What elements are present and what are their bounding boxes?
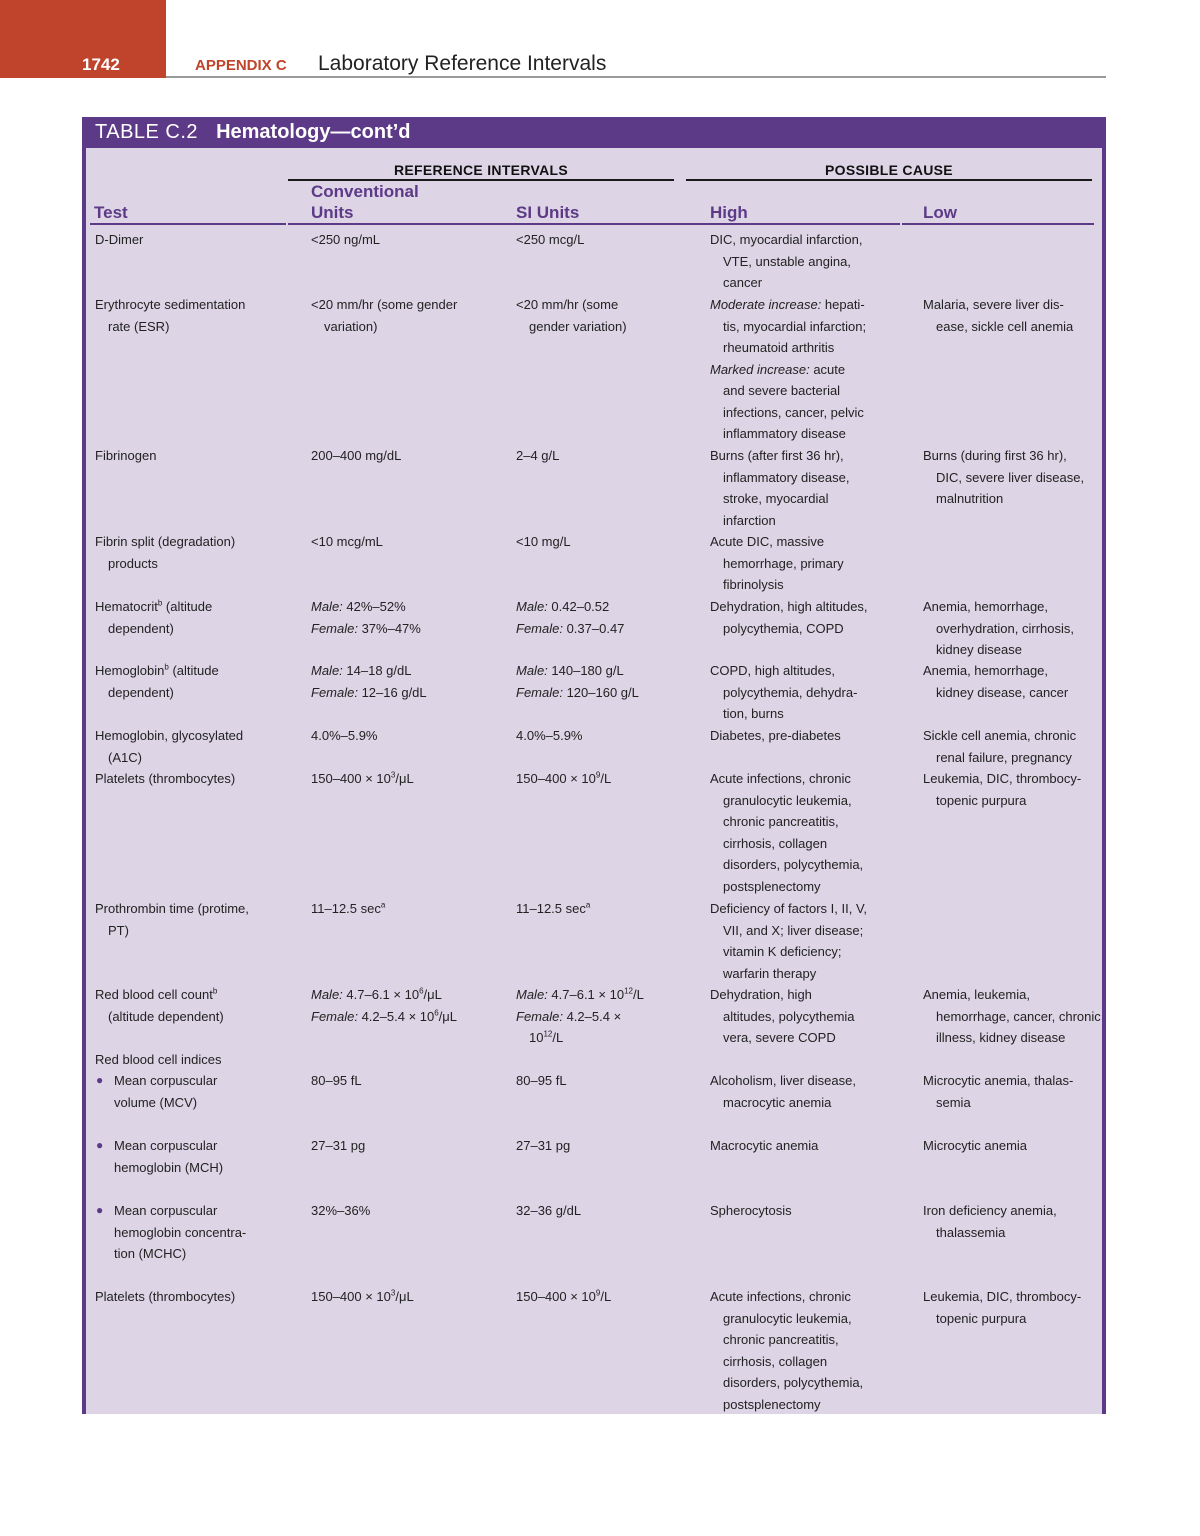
cell-platelets2-si: $150-400 \times 10^9/L$ — [516, 1288, 612, 1304]
cell-mcv-si: 80–95 fL — [516, 1073, 567, 1088]
cell-hemoglobin-si: Male: 140–180 g/L Female: 120–160 g/L — [516, 663, 639, 700]
cell-mchc-low: Iron deficiency anemia, thalassemia — [923, 1203, 1057, 1240]
bullet-icon: ● — [96, 1138, 104, 1152]
bullet-icon: ● — [96, 1073, 104, 1087]
cell-hematocrit-low: Anemia, hemorrhage, overhydration, cirrhosis, kidney disease — [923, 599, 1074, 657]
cell-hemoglobin-low: Anemia, hemorrhage, kidney disease, cancer — [923, 663, 1069, 700]
cell-fibrinogen-si: 2–4 g/L — [516, 448, 560, 463]
cell-indices-label: Red blood cell indices — [95, 1052, 222, 1067]
cell-hematocrit-conv: Male: 42%–52% Female: 37%–47% — [311, 599, 421, 636]
cell-mchc-si: 32–36 g/dL — [516, 1203, 582, 1218]
col-header-high: High — [710, 203, 748, 222]
col-rule-test — [90, 223, 286, 225]
cell-hematocrit-si: Male: 0.42–0.52 Female: 0.37–0.47 — [516, 599, 625, 636]
table-title — [95, 121, 411, 144]
cell-hematocrit-test: Hematocrit$^b$ (altitude dependent) — [95, 598, 213, 636]
cell-platelets2-low: Leukemia, DIC, thrombocy- topenic purpura — [923, 1289, 1082, 1326]
cell-ddimer-conv: <250 ng/mL — [311, 232, 381, 247]
cell-pt-high: Deficiency of factors I, II, V, VII, and X; liver disease; vitamin K deficiency; warfarin therapy — [710, 901, 868, 981]
cell-mchc-test: ● Mean corpuscular hemoglobin concentra- tion (MCHC) — [114, 1200, 246, 1265]
cell-esr-test: Erythrocyte sedimentation rate (ESR) — [95, 297, 246, 334]
bullet-icon: ● — [96, 1203, 104, 1217]
cell-fsp-high: Acute DIC, massive hemorrhage, primary fibrinolysis — [710, 534, 844, 592]
cell-platelets1-test: Platelets (thrombocytes) — [95, 771, 236, 786]
cell-a1c-si: 4.0%–5.9% — [516, 728, 583, 743]
cell-fsp-conv: <10 mcg/mL — [311, 534, 383, 549]
cell-fsp-test: Fibrin split (degradation) products — [95, 534, 236, 571]
cell-platelets1-high: Acute infections, chronic granulocytic leukemia, chronic pancreatitis, cirrhosis, collagen disorders, polycythemia, postsplenectomy — [710, 771, 864, 894]
col-header-conventional: Conventional Units — [311, 182, 419, 222]
running-title: Laboratory Reference Intervals — [318, 52, 607, 75]
cell-ddimer-si: <250 mcg/L — [516, 232, 585, 247]
cell-esr-si: <20 mm/hr (some gender variation) — [516, 297, 627, 334]
cell-pt-si: 11–12.5 $\sec^a$ — [516, 900, 591, 916]
cell-pt-conv: 11–12.5 $\sec^a$ — [311, 900, 386, 916]
cell-platelets1-conv: $150-400 \times 10^3/\mu L$ — [311, 770, 414, 786]
cell-mch-si: 27–31 pg — [516, 1138, 571, 1153]
cell-mcv-conv: 80–95 fL — [311, 1073, 362, 1088]
page-number: 1742 — [82, 55, 120, 74]
cell-rbc-si: Male: $4.7-6.1 \times 10^{12}/L$ Female: 4.2–5.4 × $10^{12}/L$ — [516, 986, 644, 1045]
cell-mch-conv: 27–31 pg — [311, 1138, 366, 1153]
cell-hemoglobin-test: Hemoglobin$^b$ (altitude dependent) — [95, 662, 219, 700]
cell-platelets2-test: Platelets (thrombocytes) — [95, 1289, 236, 1304]
cell-hemoglobin-conv: Male: 14–18 g/dL Female: 12–16 g/dL — [311, 663, 427, 700]
col-header-test: Test — [94, 203, 128, 222]
cell-rbc-test: Red blood cell count$^b$ (altitude dependent) — [95, 986, 224, 1024]
col-header-si: SI Units — [516, 203, 580, 222]
col-header-low: Low — [923, 203, 957, 222]
group-rule-cause — [686, 179, 1092, 181]
cell-fibrinogen-test: Fibrinogen — [95, 448, 157, 463]
cell-ddimer-high: DIC, myocardial infarction, VTE, unstable angina, cancer — [710, 232, 863, 290]
cell-mcv-low: Microcytic anemia, thalas- semia — [923, 1073, 1074, 1110]
cell-fibrinogen-high: Burns (after first 36 hr), inflammatory disease, stroke, myocardial infarction — [710, 448, 850, 528]
col-rule-middle — [288, 223, 900, 225]
cell-mch-test: ● Mean corpuscular hemoglobin (MCH) — [114, 1135, 223, 1178]
appendix-label: APPENDIX C — [195, 57, 287, 74]
cell-esr-high: Moderate increase: hepati- tis, myocardial infarction; rheumatoid arthritis Marked increase: acute and severe bacterial infections, cancer, pelvic inflammatory disease — [710, 297, 867, 441]
cell-a1c-high: Diabetes, pre-diabetes — [710, 728, 841, 743]
cell-hemoglobin-high: COPD, high altitudes, polycythemia, dehydra- tion, burns — [710, 663, 858, 721]
cell-hematocrit-high: Dehydration, high altitudes, polycythemia, COPD — [710, 599, 868, 636]
cell-rbc-low: Anemia, leukemia, hemorrhage, cancer, chronic illness, kidney disease — [923, 987, 1101, 1045]
cell-esr-conv: <20 mm/hr (some gender variation) — [311, 297, 458, 334]
cell-mcv-high: Alcoholism, liver disease, macrocytic anemia — [710, 1073, 856, 1110]
cell-esr-low: Malaria, severe liver dis- ease, sickle cell anemia — [923, 297, 1074, 334]
cell-fsp-si: <10 mg/L — [516, 534, 571, 549]
cell-platelets2-conv: $150-400 \times 10^3/\mu L$ — [311, 1288, 414, 1304]
cell-a1c-conv: 4.0%–5.9% — [311, 728, 378, 743]
cell-mch-high: Macrocytic anemia — [710, 1138, 819, 1153]
cell-rbc-high: Dehydration, high altitudes, polycythemia vera, severe COPD — [710, 987, 855, 1045]
cell-mch-low: Microcytic anemia — [923, 1138, 1028, 1153]
cell-pt-test: Prothrombin time (protime, PT) — [95, 901, 249, 938]
col-rule-low — [902, 223, 1094, 225]
header-divider — [166, 76, 1106, 78]
cell-a1c-low: Sickle cell anemia, chronic renal failure, pregnancy — [923, 728, 1077, 765]
cell-platelets1-si: $150-400 \times 10^9/L$ — [516, 770, 612, 786]
cell-fibrinogen-conv: 200–400 mg/dL — [311, 448, 402, 463]
table-number: TABLE C.2 — [95, 121, 199, 143]
cell-fibrinogen-low: Burns (during first 36 hr), DIC, severe liver disease, malnutrition — [923, 448, 1085, 506]
table-name: Hematology—cont’d — [216, 121, 411, 143]
cell-platelets1-low: Leukemia, DIC, thrombocy- topenic purpura — [923, 771, 1082, 808]
cell-rbc-conv: Male: $4.7-6.1 \times 10^6/\mu L$ Female: $4.2-5.4 \times 10^6/\mu L$ — [311, 986, 458, 1024]
cell-mchc-conv: 32%–36% — [311, 1203, 371, 1218]
cell-mchc-high: Spherocytosis — [710, 1203, 792, 1218]
cell-platelets2-high: Acute infections, chronic granulocytic leukemia, chronic pancreatitis, cirrhosis, collagen disorders, polycythemia, postsplenectomy — [710, 1289, 864, 1412]
cell-a1c-test: Hemoglobin, glycosylated (A1C) — [95, 728, 244, 765]
cell-mcv-test: ● Mean corpuscular volume (MCV) — [114, 1070, 217, 1113]
group-header-reference: REFERENCE INTERVALS — [394, 162, 568, 178]
cell-ddimer-test: D-Dimer — [95, 232, 144, 247]
group-header-cause: POSSIBLE CAUSE — [825, 162, 953, 178]
